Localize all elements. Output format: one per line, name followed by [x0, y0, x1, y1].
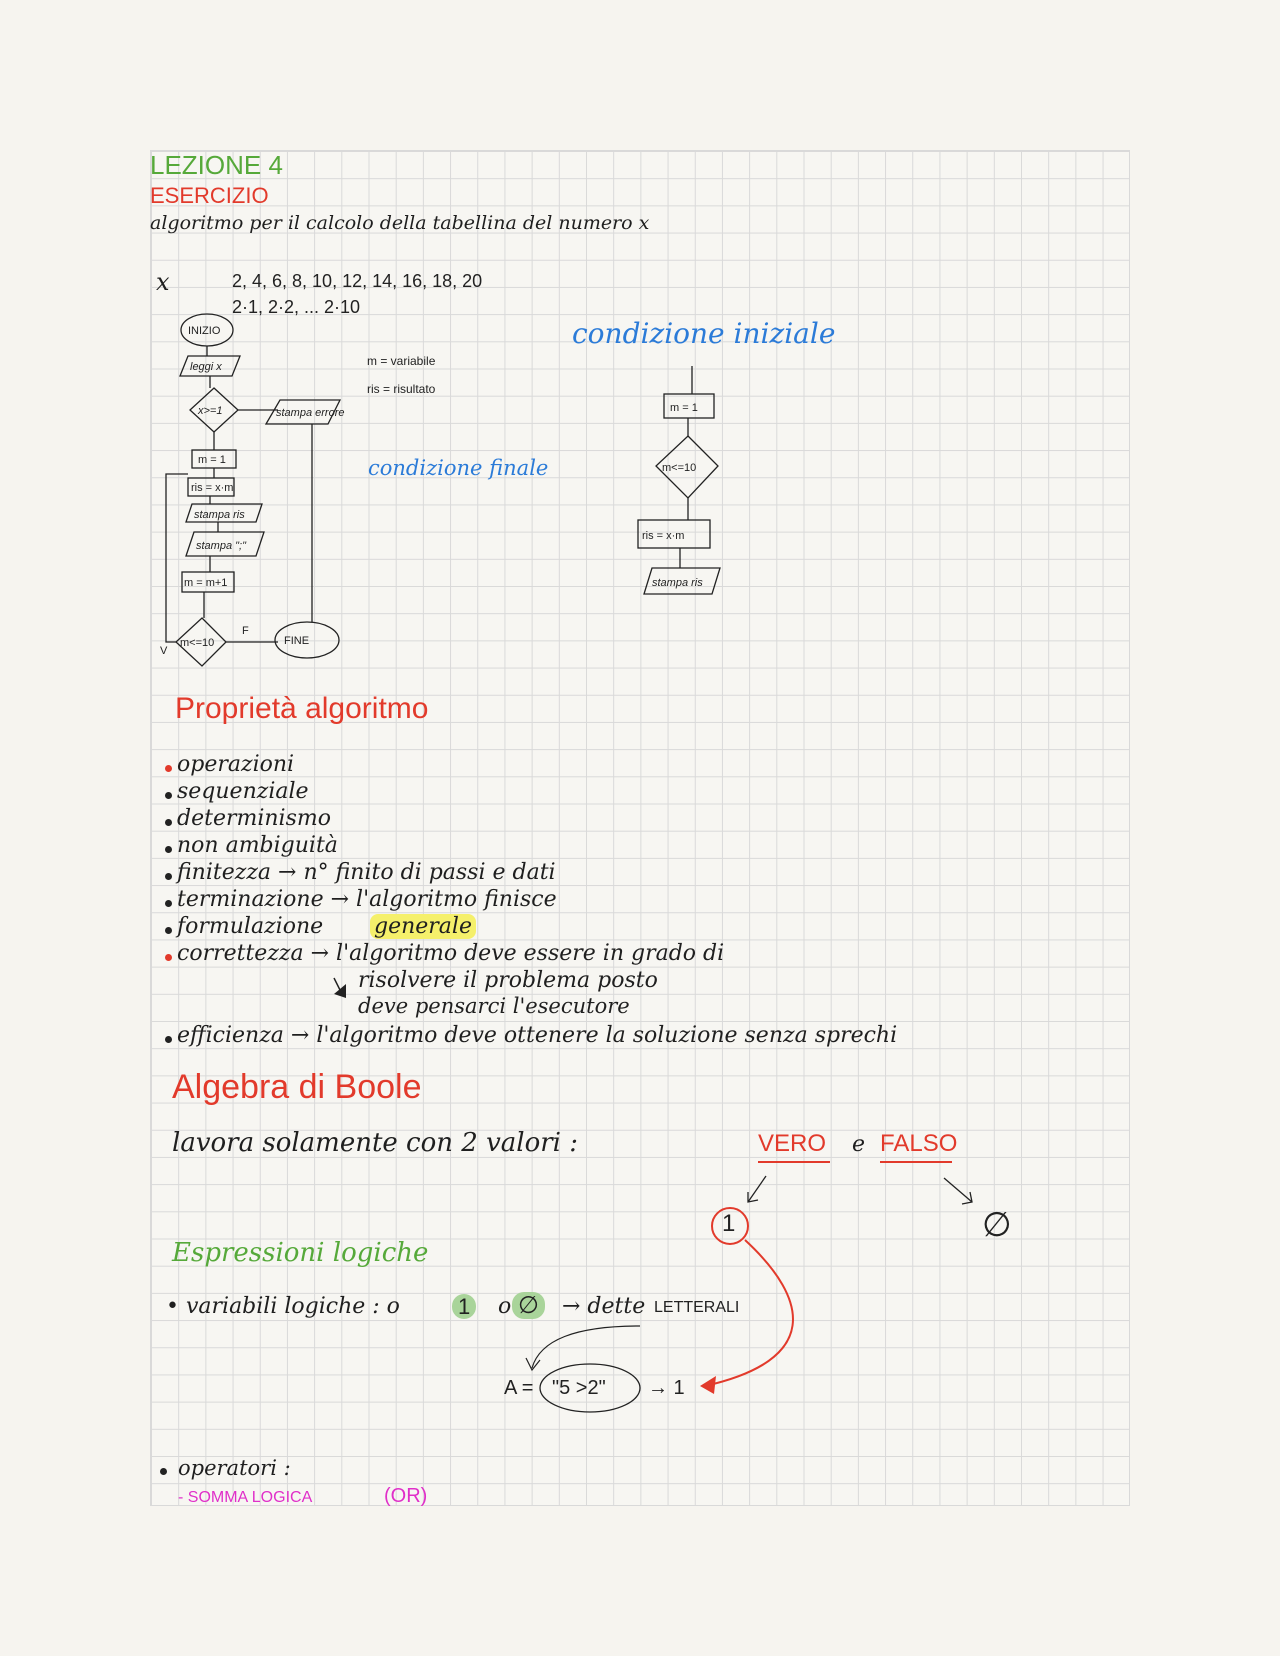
- property-item: non ambiguità: [177, 833, 338, 858]
- one-value: 1: [722, 1210, 736, 1237]
- fcr-calc-label: ris = x·m: [642, 530, 685, 542]
- correctness-sub-2: deve pensarci l'esecutore: [358, 994, 630, 1018]
- fc-read-label: leggi x: [190, 361, 222, 373]
- logic-zero-text: ∅: [512, 1292, 545, 1319]
- fc-incr-label: m = m+1: [184, 577, 228, 589]
- correctness-sub-1: risolvere il problema posto: [358, 968, 658, 993]
- bullet: [160, 1468, 167, 1475]
- fc-print-ris-label: stampa ris: [194, 509, 245, 521]
- property-item: efficienza → l'algoritmo deve ottenere la soluzione senza sprechi: [177, 1023, 898, 1048]
- property-item: correttezza → l'algoritmo deve essere in grado di: [177, 941, 725, 966]
- legend-ris: ris = risultato: [367, 382, 436, 396]
- fcr-print-label: stampa ris: [652, 577, 703, 589]
- logic-title: Espressioni logiche: [172, 1238, 429, 1268]
- logic-zero: [512, 1294, 545, 1318]
- fc-error-label: stampa errore: [276, 407, 345, 419]
- logic-detto: → dette: [562, 1294, 646, 1319]
- bullet: [165, 873, 172, 880]
- logic-or-word: o: [498, 1294, 512, 1319]
- fcr-cond-label: m<=10: [662, 462, 697, 474]
- logic-variables-label: • variabili logiche : o: [166, 1294, 400, 1319]
- highlight-general-text: generale: [370, 914, 476, 939]
- bullet: [165, 1036, 172, 1043]
- fc-end-label: FINE: [284, 635, 310, 647]
- lesson-title: LEZIONE 4: [150, 150, 283, 180]
- sequence-variable: x: [156, 268, 170, 296]
- final-condition-label: condizione finale: [368, 456, 549, 480]
- property-item: sequenziale: [177, 779, 309, 804]
- sequence-line-1: 2, 4, 6, 8, 10, 12, 14, 16, 18, 20: [232, 271, 483, 291]
- bullet: [165, 846, 172, 853]
- bullet: [165, 765, 172, 772]
- property-item: formulazione: [177, 914, 324, 939]
- property-item: operazioni: [177, 752, 295, 777]
- fcr-init-label: m = 1: [670, 402, 698, 414]
- highlight-general: [370, 916, 476, 938]
- exercise-title: ESERCIZIO: [150, 183, 269, 208]
- true-word: VERO: [758, 1130, 827, 1157]
- bullet: [165, 927, 172, 934]
- sequence-line-2: 2·1, 2·2, ... 2·10: [232, 297, 361, 317]
- example-lhs: A =: [504, 1377, 534, 1399]
- property-item: determinismo: [177, 806, 331, 831]
- and-word: e: [852, 1132, 866, 1157]
- fc-start-label: INIZIO: [188, 325, 221, 337]
- bullet: [165, 954, 172, 961]
- bullet: [165, 819, 172, 826]
- fc-calc-label: ris = x·m: [191, 482, 234, 494]
- fc-loop-label: m<=10: [180, 637, 215, 649]
- operator-or-paren: (OR): [384, 1485, 428, 1507]
- example-expr: "5 >2": [552, 1377, 606, 1399]
- legend-m: m = variabile: [367, 354, 436, 368]
- fc-print-sep-label: stampa ";": [196, 540, 246, 552]
- fc-init-label: m = 1: [198, 454, 226, 466]
- property-item: terminazione → l'algoritmo finisce: [177, 887, 557, 912]
- example-result: → 1: [648, 1377, 685, 1399]
- exercise-subtitle: algoritmo per il calcolo della tabellina del numero x: [150, 212, 650, 234]
- logic-one: [452, 1296, 476, 1318]
- boole-title: Algebra di Boole: [172, 1068, 422, 1106]
- zero-value: ∅: [982, 1206, 1012, 1244]
- property-item: finitezza → n° finito di passi e dati: [177, 860, 556, 885]
- false-word: FALSO: [880, 1130, 958, 1157]
- properties-title: Proprietà algoritmo: [175, 692, 429, 725]
- fc-check-label: x>=1: [198, 405, 223, 417]
- operators-label: operatori :: [178, 1456, 291, 1480]
- logic-one-text: 1: [452, 1294, 476, 1319]
- bullet: [165, 792, 172, 799]
- fc-true-label: V: [160, 645, 168, 657]
- logic-literals: LETTERALI: [654, 1299, 740, 1316]
- bullet: [165, 900, 172, 907]
- boole-sentence: lavora solamente con 2 valori :: [172, 1128, 579, 1158]
- operator-or-label: - SOMMA LOGICA: [178, 1489, 313, 1506]
- initial-condition-label: condizione iniziale: [572, 317, 836, 350]
- fc-false-label: F: [242, 625, 249, 637]
